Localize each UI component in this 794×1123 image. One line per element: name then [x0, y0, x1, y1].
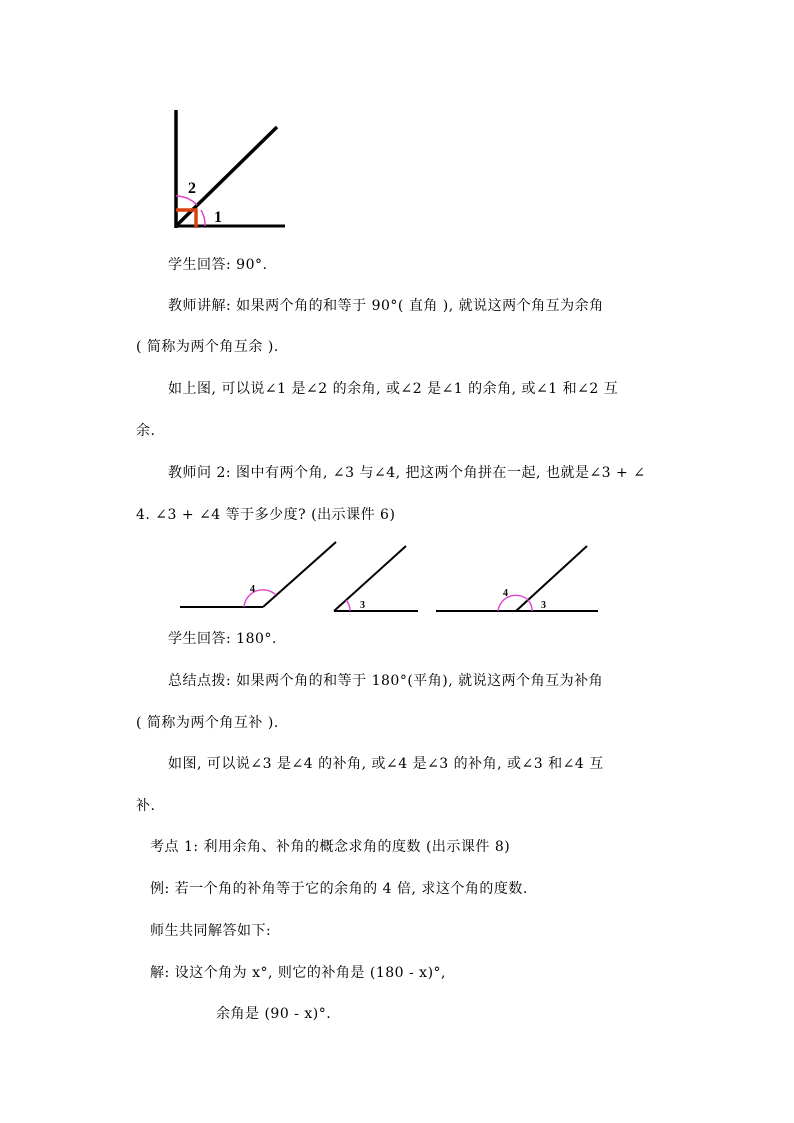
summary-line2: ( 简称为两个角互补 ). [136, 715, 279, 731]
solution-line2: 余角是 (90 - x)°. [216, 1006, 332, 1022]
angle-1-label: 1 [214, 209, 222, 226]
complement-example-line2: 余. [136, 423, 156, 439]
angle-3-label: 3 [360, 600, 365, 611]
complement-example-line1: 如上图, 可以说∠1 是∠2 的余角, 或∠2 是∠1 的余角, 或∠1 和∠2 互 [168, 381, 619, 397]
angle-3-arc [346, 600, 350, 611]
summary-line1: 总结点拨: 如果两个角的和等于 180°(平角), 就说这两个角互为补角 [168, 673, 604, 689]
example-problem: 例: 若一个角的补角等于它的余角的 4 倍, 求这个角的度数. [150, 881, 528, 897]
solution-line1: 解: 设这个角为 x°, 则它的补角是 (180 - x)°, [150, 965, 446, 981]
teacher-explanation-text: 教师讲解: 如果两个角的和等于 90°( 直角 ), 就说这两个角互为余角 [168, 298, 604, 314]
combined-angle-3-label: 3 [541, 600, 546, 611]
complementary-angles-figure [160, 100, 300, 235]
student-answer-1: 学生回答: 90°. [168, 257, 268, 273]
angle-1-arc [201, 210, 205, 226]
combined-angle-3-arc [528, 600, 532, 611]
supplementary-angles-figure [176, 538, 600, 618]
angle-3-slant-ray [334, 546, 406, 611]
teacher-question-line1: 教师问 2: 图中有两个角, ∠3 与∠4, 把这两个角拼在一起, 也就是∠3 + ∠ [168, 465, 646, 481]
student-answer-2: 学生回答: 180°. [168, 631, 277, 647]
angle-4-label: 4 [250, 584, 255, 595]
joint-solution-intro: 师生共同解答如下: [150, 923, 272, 939]
angle-4-slant-ray [263, 542, 336, 607]
angle-2-label: 2 [188, 180, 196, 197]
supplement-example-line2: 补. [136, 798, 156, 814]
teacher-explanation-line1 [168, 297, 674, 315]
key-point-heading: 考点 1: 利用余角、补角的概念求角的度数 (出示课件 8) [150, 839, 511, 855]
combined-angle-4-label: 4 [503, 588, 508, 599]
combined-slant-ray [516, 546, 587, 611]
supplement-example-line1: 如图, 可以说∠3 是∠4 的补角, 或∠4 是∠3 的补角, 或∠3 和∠4 互 [168, 756, 604, 772]
teacher-explanation-line2: ( 简称为两个角互余 ). [136, 339, 279, 355]
teacher-question-line2: 4. ∠3 + ∠4 等于多少度? (出示课件 6) [136, 507, 396, 523]
angle-2-arc [176, 196, 197, 205]
